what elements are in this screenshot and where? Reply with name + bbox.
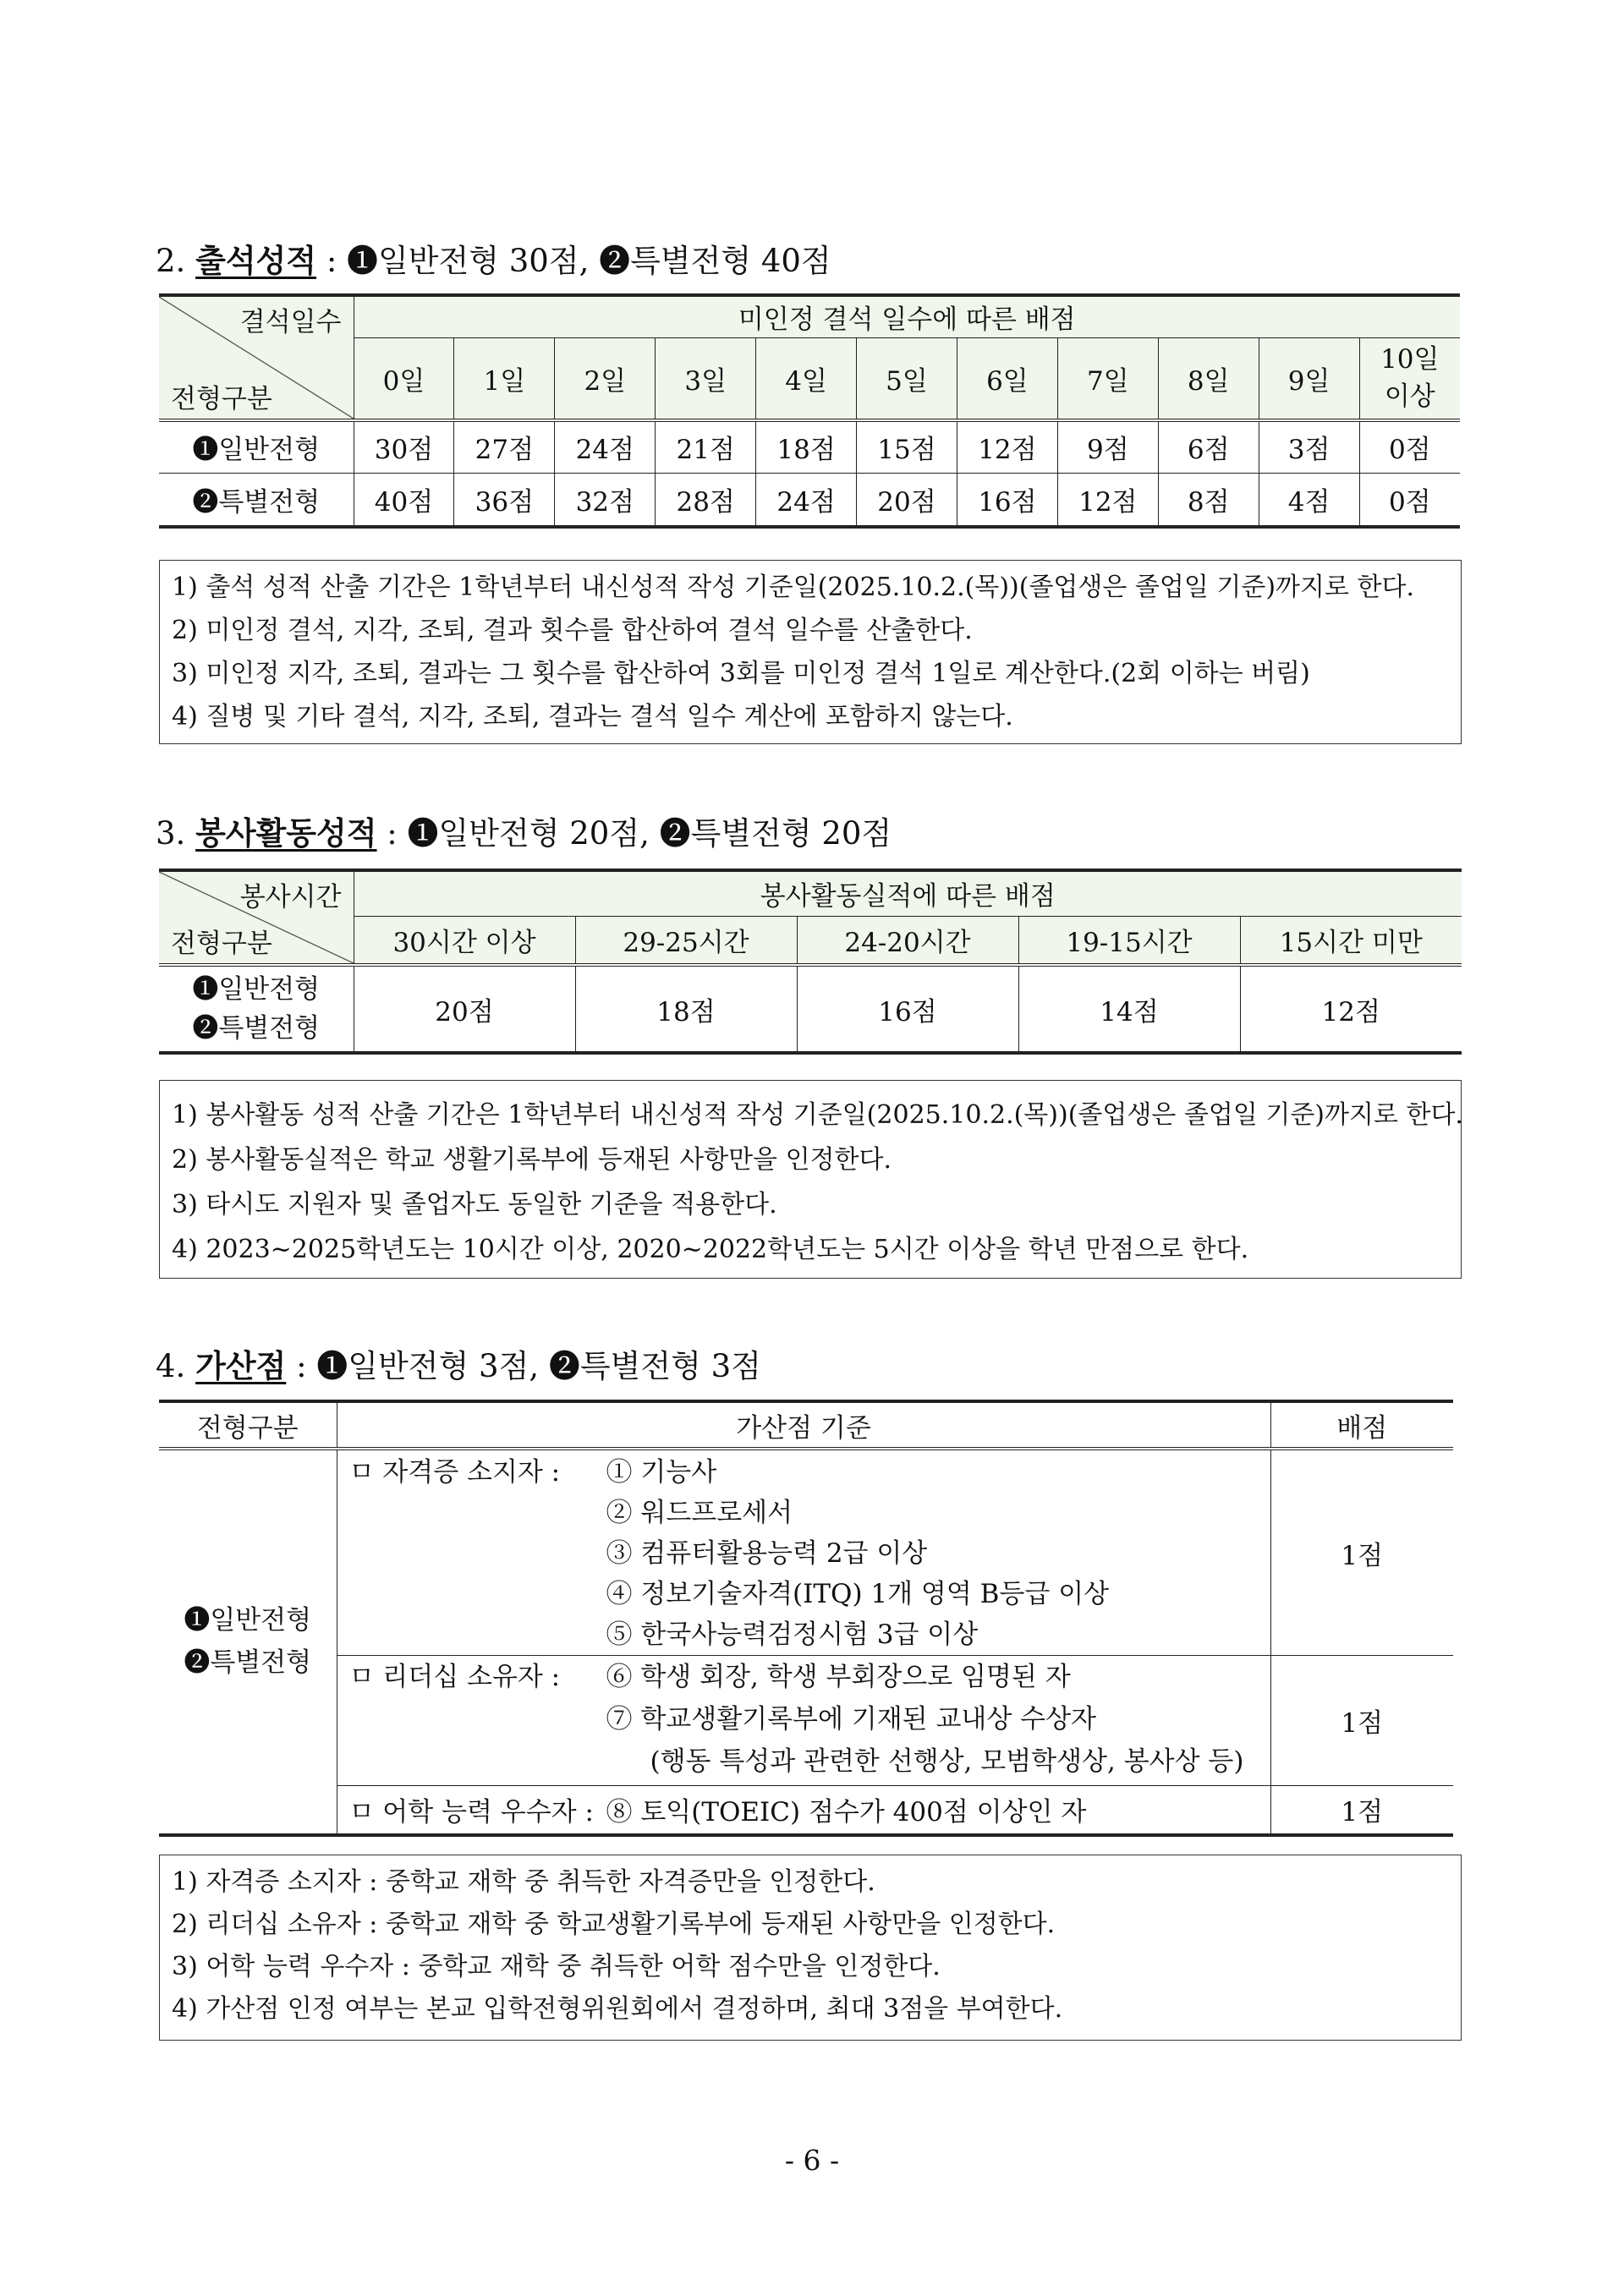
bonus-row-certificates — [159, 1449, 1453, 1656]
volunteer-range-header: 19-15시간 — [1018, 916, 1240, 965]
section3-heading — [156, 808, 892, 853]
attendance-corner — [159, 295, 354, 420]
section2-number: 2. — [156, 243, 186, 279]
score-cell: 20점 — [857, 473, 957, 527]
section3-subtitle: : ❶일반전형 20점, ❷특별전형 20점 — [387, 815, 892, 852]
bonus-row-leadership — [159, 1656, 1453, 1786]
row-label-special: ❷특별전형 — [192, 1013, 321, 1044]
volunteer-corner — [159, 870, 354, 965]
section4-number: 4. — [156, 1348, 186, 1384]
attendance-table — [159, 293, 1460, 529]
attendance-row-special — [159, 473, 1460, 527]
attendance-day-header: 4일 — [756, 337, 857, 420]
attendance-day-header: 0일 — [354, 337, 454, 420]
section4-subtitle: : ❶일반전형 3점, ❷특별전형 3점 — [296, 1348, 761, 1384]
score-cell: 6점 — [1158, 420, 1259, 473]
score-cell: 16점 — [957, 473, 1057, 527]
attendance-day-header: 1일 — [454, 337, 555, 420]
bonus-row-language — [159, 1786, 1453, 1835]
bonus-category: ㅁ 자격증 소지자 : — [348, 1457, 561, 1488]
score-cell: 4점 — [1259, 473, 1359, 527]
bonus-category: ㅁ 어학 능력 우수자 : — [348, 1797, 594, 1828]
score-cell: 27점 — [454, 420, 555, 473]
row-label — [159, 1449, 337, 1835]
attendance-day-header-last — [1359, 337, 1460, 420]
score-cell: 0점 — [1359, 420, 1460, 473]
score-cell: 40점 — [354, 473, 454, 527]
row-label-special: ❷특별전형 — [184, 1647, 312, 1679]
bonus-header-criteria: 가산점 기준 — [337, 1401, 1270, 1449]
attendance-day-header: 9일 — [1259, 337, 1359, 420]
volunteer-range-header: 24-20시간 — [797, 916, 1018, 965]
section2-title: 출석성적 — [195, 242, 317, 279]
section2-heading — [156, 235, 831, 281]
score-cell: 36점 — [454, 473, 555, 527]
bonus-item: ⑧ 토익(TOEIC) 점수가 400점 이상인 자 — [606, 1797, 1087, 1828]
attendance-corner-bottom: 전형구분 — [171, 384, 272, 414]
score-cell: 20점 — [354, 965, 575, 1053]
attendance-last-day-1: 10일 — [1380, 344, 1440, 375]
bonus-criteria-cell — [337, 1656, 1270, 1786]
row-label: ❶일반전형 — [159, 420, 354, 473]
note-line: 4) 가산점 인정 여부는 본교 입학전형위원회에서 결정하며, 최대 3점을 부여한다. — [172, 1994, 1063, 2024]
bonus-item-note: (행동 특성과 관련한 선행상, 모범학생상, 봉사상 등) — [650, 1746, 1244, 1777]
bonus-item: ① 기능사 — [606, 1457, 717, 1488]
score-cell: 32점 — [555, 473, 656, 527]
volunteer-table — [159, 869, 1462, 1055]
bonus-criteria-cell — [337, 1786, 1270, 1835]
bonus-score: 1점 — [1270, 1786, 1453, 1835]
bonus-score: 1점 — [1270, 1656, 1453, 1786]
section3-number: 3. — [156, 815, 186, 852]
attendance-day-header: 3일 — [656, 337, 756, 420]
note-line: 1) 자격증 소지자 : 중학교 재학 중 취득한 자격증만을 인정한다. — [172, 1867, 875, 1897]
note-line: 3) 타시도 지원자 및 졸업자도 동일한 기준을 적용한다. — [172, 1190, 777, 1219]
attendance-day-header: 6일 — [957, 337, 1057, 420]
note-line: 3) 어학 능력 우수자 : 중학교 재학 중 취득한 어학 점수만을 인정한다. — [172, 1952, 941, 1981]
attendance-group-header: 미인정 결석 일수에 따른 배점 — [354, 295, 1460, 337]
attendance-day-header: 5일 — [857, 337, 957, 420]
score-cell: 12점 — [1057, 473, 1158, 527]
bonus-item: ③ 컴퓨터활용능력 2급 이상 — [606, 1538, 928, 1569]
score-cell: 16점 — [797, 965, 1018, 1053]
score-cell: 8점 — [1158, 473, 1259, 527]
score-cell: 3점 — [1259, 420, 1359, 473]
score-cell: 24점 — [555, 420, 656, 473]
bonus-item: ⑦ 학교생활기록부에 기재된 교내상 수상자 — [606, 1704, 1096, 1734]
bonus-header-type: 전형구분 — [159, 1401, 337, 1449]
section2-subtitle: : ❶일반전형 30점, ❷특별전형 40점 — [326, 243, 831, 279]
section3-title: 봉사활동성적 — [195, 814, 377, 852]
attendance-notes-box — [159, 560, 1462, 744]
score-cell: 14점 — [1018, 965, 1240, 1053]
bonus-score: 1점 — [1270, 1449, 1453, 1656]
bonus-item: ⑤ 한국사능력검정시험 3급 이상 — [606, 1619, 979, 1650]
volunteer-corner-bottom: 전형구분 — [171, 929, 272, 959]
bonus-category: ㅁ 리더십 소유자 : — [348, 1662, 561, 1692]
attendance-day-header: 7일 — [1057, 337, 1158, 420]
attendance-last-day-2: 이상 — [1384, 381, 1435, 413]
note-line: 4) 질병 및 기타 결석, 지각, 조퇴, 결과는 결석 일수 계산에 포함하지 않는다. — [172, 702, 1013, 732]
score-cell: 18점 — [756, 420, 857, 473]
score-cell: 18점 — [575, 965, 797, 1053]
volunteer-range-header: 29-25시간 — [575, 916, 797, 965]
row-label-general: ❶일반전형 — [184, 1605, 312, 1636]
score-cell: 24점 — [756, 473, 857, 527]
score-cell: 21점 — [656, 420, 756, 473]
bonus-table — [159, 1400, 1453, 1837]
section4-title: 가산점 — [195, 1347, 287, 1384]
bonus-criteria-cell — [337, 1449, 1270, 1656]
row-label — [159, 965, 354, 1053]
note-line: 1) 출석 성적 산출 기간은 1학년부터 내신성적 작성 기준일(2025.10.2.(목))(졸업생은 졸업일 기준)까지로 한다. — [172, 573, 1415, 602]
score-cell: 0점 — [1359, 473, 1460, 527]
score-cell: 30점 — [354, 420, 454, 473]
bonus-item: ④ 정보기술자격(ITQ) 1개 영역 B등급 이상 — [606, 1579, 1110, 1609]
row-label-general: ❶일반전형 — [192, 974, 321, 1005]
volunteer-corner-top: 봉사시간 — [239, 882, 342, 912]
section4-heading — [156, 1340, 761, 1386]
attendance-day-header: 8일 — [1158, 337, 1259, 420]
score-cell: 9점 — [1057, 420, 1158, 473]
note-line: 2) 미인정 결석, 지각, 조퇴, 결과 횟수를 합산하여 결석 일수를 산출한다. — [172, 616, 973, 645]
volunteer-range-header: 15시간 미만 — [1240, 916, 1462, 965]
volunteer-row — [159, 965, 1462, 1053]
volunteer-range-header: 30시간 이상 — [354, 916, 575, 965]
bonus-notes-box — [159, 1855, 1462, 2041]
score-cell: 12점 — [957, 420, 1057, 473]
volunteer-notes-box — [159, 1080, 1462, 1279]
score-cell: 28점 — [656, 473, 756, 527]
note-line: 1) 봉사활동 성적 산출 기간은 1학년부터 내신성적 작성 기준일(2025.10.2.(목))(졸업생은 졸업일 기준)까지로 한다. — [172, 1100, 1463, 1130]
bonus-item: ⑥ 학생 회장, 학생 부회장으로 임명된 자 — [606, 1662, 1071, 1692]
score-cell: 15점 — [857, 420, 957, 473]
bonus-header-score: 배점 — [1270, 1401, 1453, 1449]
page-number: - 6 - — [784, 2144, 840, 2177]
score-cell: 12점 — [1240, 965, 1462, 1053]
note-line: 3) 미인정 지각, 조퇴, 결과는 그 횟수를 합산하여 3회를 미인정 결석 1일로 계산한다.(2회 이하는 버림) — [172, 659, 1310, 688]
note-line: 2) 리더십 소유자 : 중학교 재학 중 학교생활기록부에 등재된 사항만을 인정한다. — [172, 1910, 1056, 1939]
note-line: 2) 봉사활동실적은 학교 생활기록부에 등재된 사항만을 인정한다. — [172, 1145, 892, 1175]
attendance-row-general — [159, 420, 1460, 473]
bonus-item: ② 워드프로세서 — [606, 1498, 793, 1528]
attendance-corner-top: 결석일수 — [239, 307, 342, 337]
row-label: ❷특별전형 — [159, 473, 354, 527]
volunteer-group-header: 봉사활동실적에 따른 배점 — [354, 870, 1462, 916]
note-line: 4) 2023~2025학년도는 10시간 이상, 2020~2022학년도는 5시간 이상을 학년 만점으로 한다. — [172, 1235, 1249, 1264]
attendance-day-header: 2일 — [555, 337, 656, 420]
